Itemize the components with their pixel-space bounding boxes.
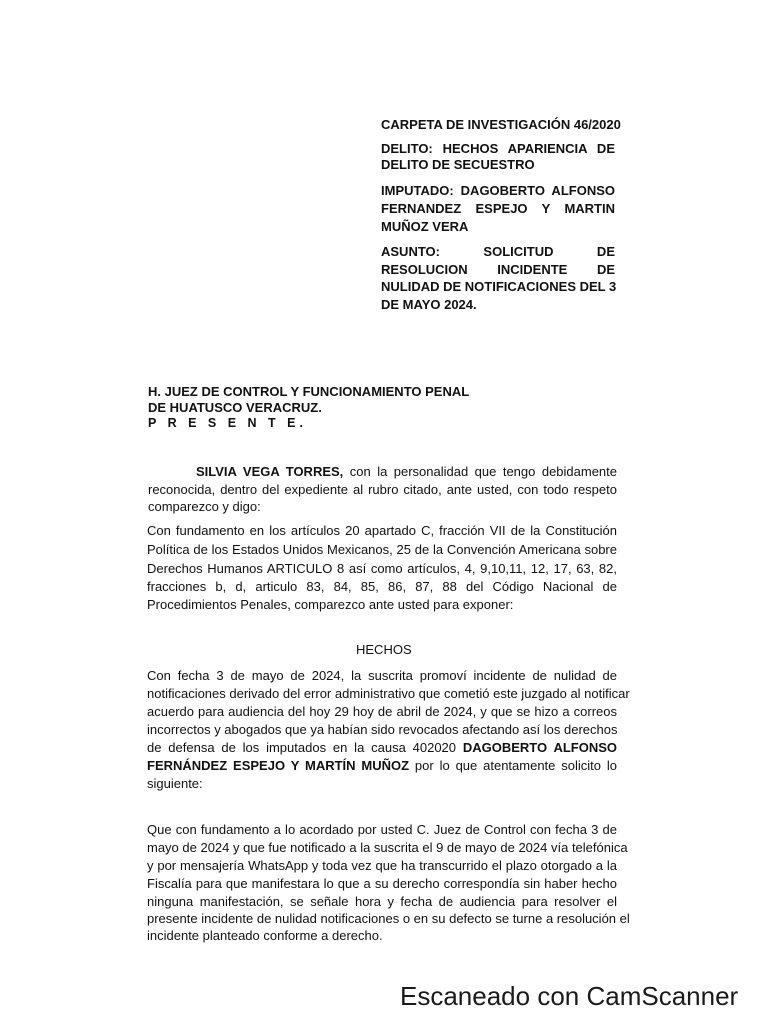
asunto-line-2: RESOLUCION INCIDENTE DE <box>381 262 615 277</box>
imputado-line-3: MUÑOZ VERA <box>381 219 469 234</box>
imputado-surnames-bold: FERNÁNDEZ ESPEJO Y MARTÍN MUÑOZ <box>147 758 410 773</box>
hechos-line-6 <box>147 758 617 774</box>
hechos-line-3: acuerdo para audiencia del hoy 29 hoy de abril de 2024, y que se hizo a correos <box>147 704 617 719</box>
asunto-line-1: ASUNTO: SOLICITUD DE <box>381 244 615 259</box>
addressee-line-3: P R E S E N T E. <box>148 416 307 430</box>
imputado-line-1: IMPUTADO: DAGOBERTO ALFONSO <box>381 183 615 198</box>
hechos-heading: HECHOS <box>356 642 412 657</box>
peticion-line-7: incidente planteado conforme a derecho. <box>147 928 383 943</box>
addressee-line-2: DE HUATUSCO VERACRUZ. <box>148 400 322 415</box>
peticion-line-6: presente incidente de nulidad notificaciones o en su defecto se turne a resolución el <box>147 911 630 926</box>
fundamento-line-2: Política de los Estados Unidos Mexicanos, 25 de la Convención Americana sobre <box>147 542 617 557</box>
intro-line-3: comparezco y digo: <box>148 499 261 514</box>
fundamento-line-5: Procedimientos Penales, comparezco ante usted para exponer: <box>147 597 514 612</box>
hechos-line-4: incorrectos y abogados que ya habían sido revocados afectando así los derechos <box>147 722 618 737</box>
intro-line-1 <box>196 464 617 480</box>
fundamento-line-3: Derechos Humanos ARTICULO 8 así como artículos, 4, 9,10,11, 12, 17, 63, 82, <box>147 561 617 576</box>
hechos-line-5 <box>147 740 617 756</box>
peticion-line-5: ninguna manifestación, se señale hora y fecha de audiencia para resolver el <box>147 894 617 909</box>
addressee-line-1: H. JUEZ DE CONTROL Y FUNCIONAMIENTO PENAL <box>148 384 470 399</box>
asunto-line-3: NULIDAD DE NOTIFICACIONES DEL 3 <box>381 279 617 294</box>
peticion-line-4: Fiscalía para que manifestara lo que a su derecho correspondía sin haber hecho <box>147 876 617 891</box>
peticion-line-3: y por mensajería WhatsApp y toda vez que ha transcurrido el plazo otorgado a la <box>147 858 617 873</box>
hechos-line-1: Con fecha 3 de mayo de 2024, la suscrita promoví incidente de nulidad de <box>147 668 617 683</box>
hechos-line-5-text: de defensa de los imputados en la causa 402020 <box>147 740 463 755</box>
asunto-line-4: DE MAYO 2024. <box>381 297 477 312</box>
intro-line-1-rest: con la personalidad que tengo debidamente <box>343 464 618 479</box>
hechos-line-6-text: por lo que atentamente solicito lo <box>409 758 617 773</box>
carpeta-line: CARPETA DE INVESTIGACIÓN 46/2020 <box>381 117 621 132</box>
imputado-name-bold: DAGOBERTO ALFONSO <box>462 740 618 755</box>
peticion-line-1: Que con fundamento a lo acordado por usted C. Juez de Control con fecha 3 de <box>147 822 617 837</box>
scanner-watermark: Escaneado con CamScanner <box>400 981 739 1011</box>
fundamento-line-1: Con fundamento en los artículos 20 apartado C, fracción VII de la Constitución <box>147 523 617 538</box>
imputado-line-2: FERNANDEZ ESPEJO Y MARTIN <box>381 201 615 216</box>
fundamento-line-4: fracciones b, d, articulo 83, 84, 85, 86, 87, 88 del Código Nacional de <box>147 579 617 594</box>
intro-line-2: reconocida, dentro del expediente al rubro citado, ante usted, con todo respeto <box>148 482 617 497</box>
hechos-line-2: notificaciones derivado del error administrativo que cometió este juzgado al notificar <box>147 686 630 701</box>
petitioner-name: SILVIA VEGA TORRES, <box>196 464 344 479</box>
peticion-line-2: mayo de 2024 y que fue notificado a la suscrita el 9 de mayo de 2024 vía telefónica <box>147 840 628 855</box>
delito-line-2: DELITO DE SECUESTRO <box>381 157 535 172</box>
hechos-line-7: siguiente: <box>147 776 203 791</box>
delito-line-1: DELITO: HECHOS APARIENCIA DE <box>381 141 615 156</box>
